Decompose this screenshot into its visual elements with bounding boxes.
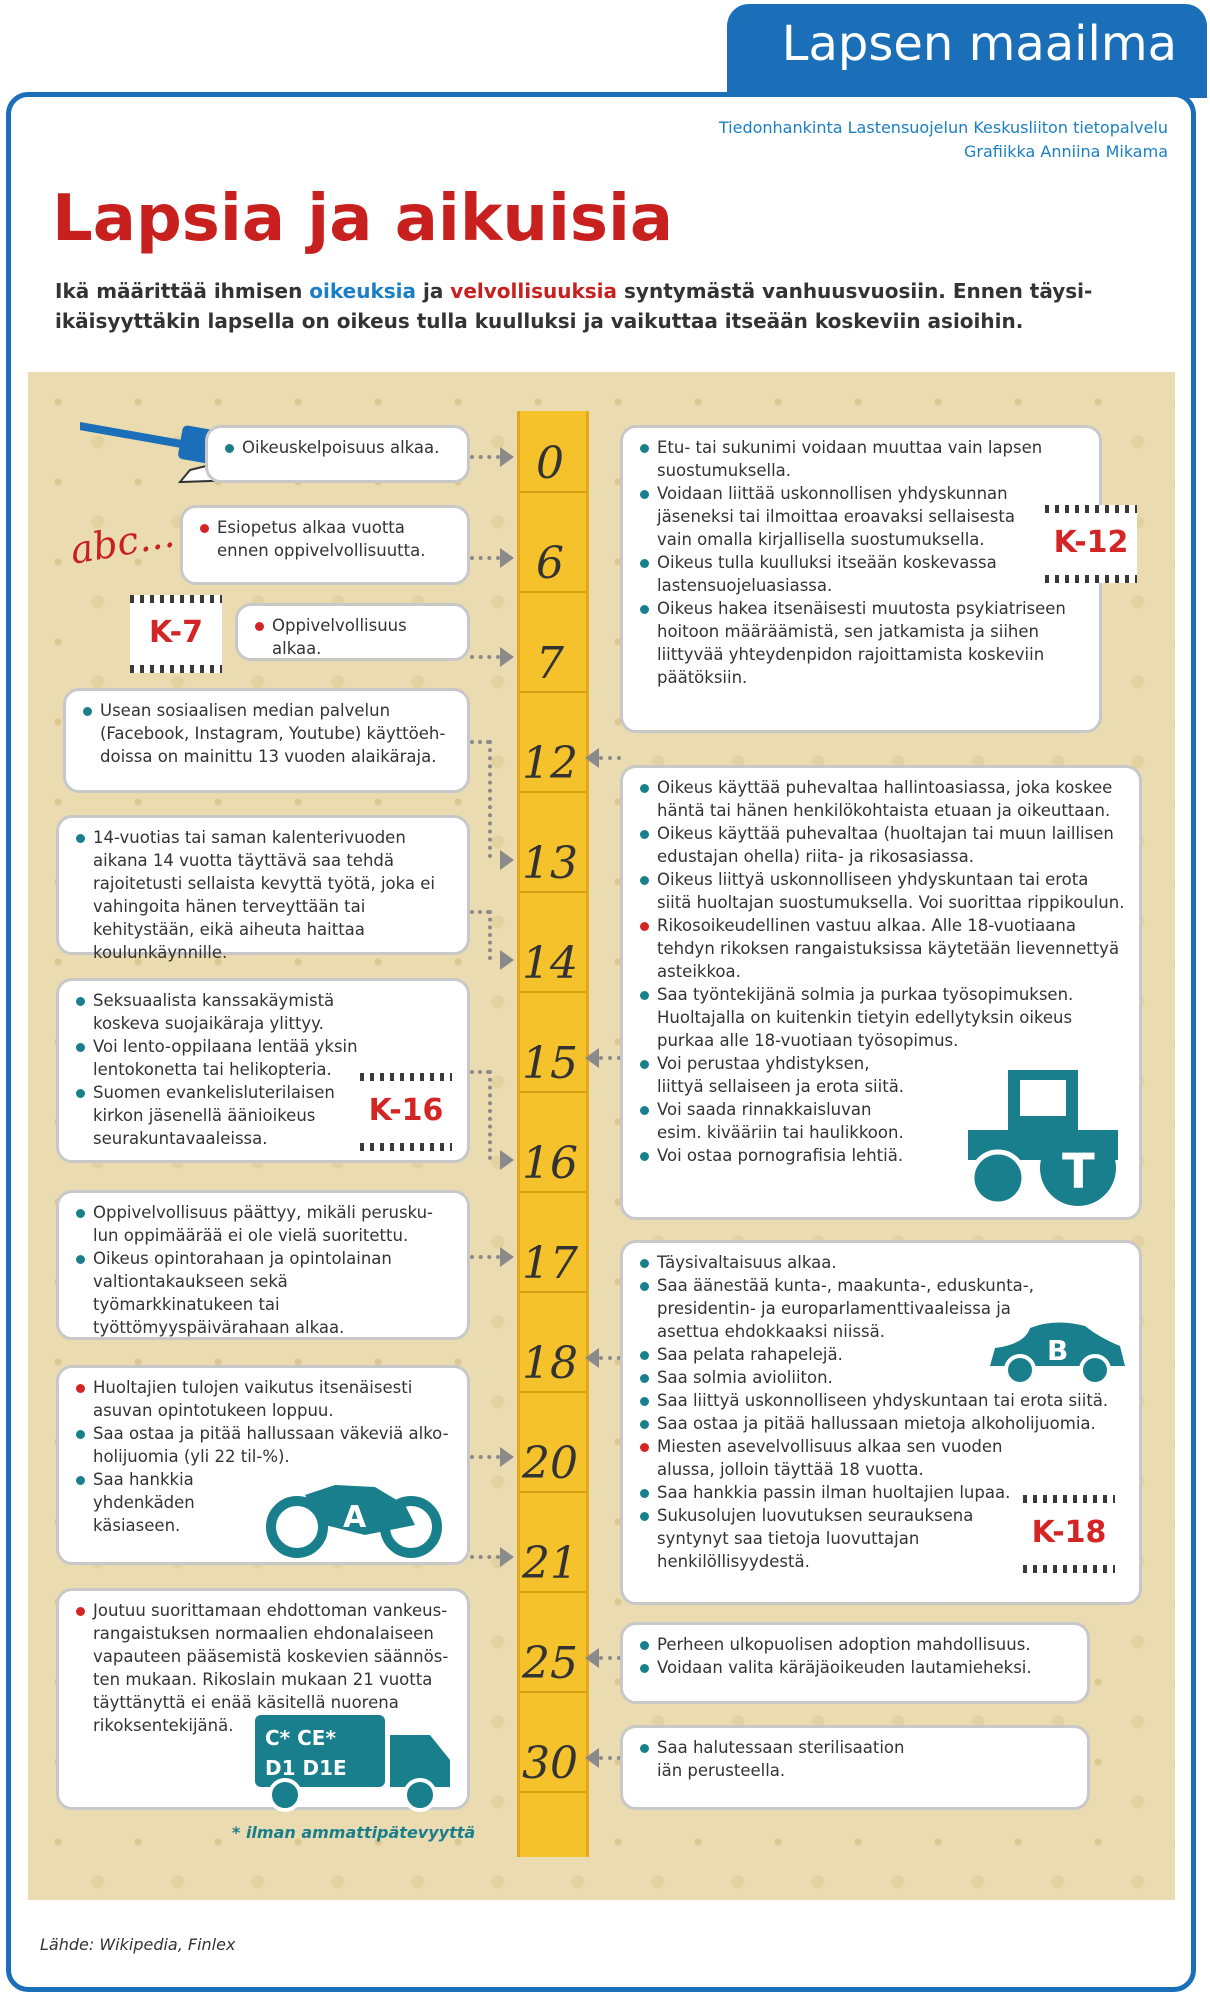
fact-item: Saa ostaa ja pitää hallussaan mietoja alkoholijuomia. (637, 1412, 1125, 1435)
fact-item: Saa hankkia passin ilman huoltajien lupaa. (637, 1481, 1125, 1504)
rating-k16-icon (360, 1073, 452, 1151)
connector (470, 740, 490, 744)
age-label: 7 (536, 638, 564, 689)
fact-item: Seksuaalista kanssakäymistä koskeva suojaikäraja ylittyy. (73, 989, 373, 1035)
age-label: 15 (522, 1038, 578, 1089)
arrow-icon (500, 447, 514, 467)
car-license-label: B (1047, 1334, 1069, 1367)
arrow-icon (585, 1048, 599, 1068)
arrow-icon (500, 950, 514, 970)
connector (488, 910, 492, 960)
intro-highlight-rights: oikeuksia (309, 279, 417, 303)
ruler-tick (520, 1191, 586, 1193)
rating-k12-icon (1045, 505, 1137, 583)
motorbike-license-label: A (343, 1500, 367, 1535)
credit-graphics: Grafiikka Anniina Mikama (963, 142, 1168, 161)
fact-item: Saa työntekijänä solmia ja purkaa työsopimuksen. Huoltajalla on kuitenkin tietyin edellytyksin oikeus purkaa alle 18-vuotiaan työsopimus. (637, 983, 1125, 1052)
connector (599, 1056, 621, 1060)
fact-item: Voidaan valita käräjäoikeuden lautamieheksi. (637, 1656, 1073, 1679)
connector (470, 1455, 500, 1459)
fact-item: Voi saada rinnakkaisluvan esim. kivääriin tai haulikkoon. (637, 1098, 917, 1144)
tab-title: Lapsen maailma (781, 16, 1177, 72)
fact-item: Oikeus käyttää puhevaltaa (huoltajan tai muun laillisen edustajan ohella) riita- ja rikosasiassa. (637, 822, 1125, 868)
card-age-30 (620, 1725, 1090, 1810)
fact-item: Usean sosiaalisen median palvelun (Facebook, Instagram, Youtube) käyttöeh-doissa on mainittu 13 vuoden alaikäraja. (80, 699, 453, 768)
connector (470, 556, 500, 560)
ruler-tick (520, 1091, 586, 1093)
arrow-icon (500, 548, 514, 568)
fact-item: Oppivelvollisuus alkaa. (252, 614, 453, 660)
ruler-tick (520, 1491, 586, 1493)
connector (488, 1070, 492, 1160)
rating-k7-icon (130, 595, 222, 673)
ruler-tick (520, 1591, 586, 1593)
fact-item: Oikeus opintorahaan ja opintolainan valtiontakaukseen sekä työmarkkinatukeen tai työttömyyspäivärahaan alkaa. (73, 1247, 453, 1339)
age-label: 14 (522, 938, 578, 989)
ruler-tick (520, 1791, 586, 1793)
rating-k18-icon (1023, 1495, 1115, 1573)
fact-item: Saa halutessaan sterilisaation iän perusteella. (637, 1736, 917, 1782)
fact-item: Oikeus liittyä uskonnolliseen yhdyskuntaan tai erota siitä huoltajan suostumuksella. Voi suorittaa rippikoulun. (637, 868, 1125, 914)
car-icon (985, 1318, 1130, 1388)
rating-k7-label: K-7 (149, 615, 203, 650)
abc-doodle: abc... (66, 511, 178, 573)
intro-part: syntymästä vanhuusvuosiin. Ennen täysi-ikäisyyttäkin lapsella on oikeus tulla kuulluksi ja vaikuttaa itseään koskeviin asioihin. (55, 279, 1093, 333)
rating-k16-label: K-16 (368, 1093, 444, 1128)
connector (599, 1656, 621, 1660)
fact-item: Voi ostaa pornografisia lehtiä. (637, 1144, 917, 1167)
card-age-14 (56, 815, 470, 962)
ruler-tick (520, 691, 586, 693)
connector (488, 740, 492, 858)
fact-item: Saa pelata rahapelejä. (637, 1343, 1125, 1366)
connector (599, 1756, 621, 1760)
arrow-icon (585, 748, 599, 768)
truck-license-line2: D1 D1E (265, 1756, 347, 1780)
arrow-icon (500, 850, 514, 870)
card-age-6 (180, 505, 470, 585)
tractor-icon (958, 1060, 1128, 1210)
ruler-tick (520, 591, 586, 593)
fact-item: Huoltajien tulojen vaikutus itsenäisesti asuvan opintotukeen loppuu. (73, 1376, 453, 1422)
fact-item: 14-vuotias tai saman kalenterivuoden aikana 14 vuotta täyttävä saa tehdä rajoitetusti sellaista kevyttä työtä, joka ei vahingoita hänen terveyttään tai kehitystään, eikä aiheuta haittaa koulunkäynnille. (73, 826, 453, 964)
connector (470, 455, 500, 459)
arrow-icon (500, 1150, 514, 1170)
connector (470, 1255, 500, 1259)
age-label: 13 (522, 838, 578, 889)
fact-item: Rikosoikeudellinen vastuu alkaa. Alle 18-vuotiaana tehdyn rikoksen rangaistuksissa käytetään lievennettyä asteikkoa. (637, 914, 1125, 983)
card-age-7 (235, 603, 470, 661)
fact-item: Etu- tai sukunimi voidaan muuttaa vain lapsen suostumuksella. (637, 436, 1057, 482)
fact-item: Miesten asevelvollisuus alkaa sen vuoden alussa, jolloin täyttää 18 vuotta. (637, 1435, 1037, 1481)
fact-item: Voi lento-oppilaana lentää yksin lentokonetta tai helikopteria. (73, 1035, 373, 1081)
credits (719, 116, 1168, 164)
ruler-tick (520, 1691, 586, 1693)
source-note: Lähde: Wikipedia, Finlex (40, 1935, 236, 1954)
age-label: 16 (522, 1138, 578, 1189)
page-title: Lapsia ja aikuisia (52, 182, 674, 256)
connector (470, 1555, 500, 1559)
fact-item: Saa liittyä uskonnolliseen yhdyskuntaan tai erota siitä. (637, 1389, 1125, 1412)
arrow-icon (500, 1247, 514, 1267)
connector (470, 1070, 490, 1074)
card-age-12-right (620, 425, 1102, 733)
fact-item: Saa hankkia yhdenkäden käsiaseen. (73, 1468, 213, 1537)
age-label: 12 (522, 738, 578, 789)
age-label: 25 (522, 1638, 578, 1689)
fact-item: Esiopetus alkaa vuotta ennen oppivelvollisuutta. (197, 516, 453, 562)
ruler-tick (520, 491, 586, 493)
fact-item: Perheen ulkopuolisen adoption mahdollisuus. (637, 1633, 1073, 1656)
intro-part: ja (416, 279, 451, 303)
arrow-icon (500, 1447, 514, 1467)
arrow-icon (500, 1547, 514, 1567)
age-label: 0 (536, 438, 564, 489)
fact-item: Voidaan liittää uskonnollisen yhdyskunnan jäseneksi tai ilmoittaa eroavaksi sellaisesta vain omalla kirjallisella suostumuksella. (637, 482, 1027, 551)
motorbike-icon (265, 1465, 445, 1560)
fact-item: Saa solmia avioliiton. (637, 1366, 1125, 1389)
ruler-tick (520, 1391, 586, 1393)
rating-k12-label: K-12 (1053, 525, 1129, 560)
ruler-tick (520, 891, 586, 893)
ruler-tick (520, 991, 586, 993)
fact-item: Joutuu suorittamaan ehdottoman vankeus-rangaistuksen normaalien ehdonalaiseen vapauteen pääsemistä koskevien säännös-ten mukaan. Rikoslain mukaan 21 vuotta täyttänyttä ei enää käsitellä nuorena rikoksentekijänä. (73, 1599, 463, 1737)
card-age-0 (205, 425, 470, 483)
age-label: 30 (522, 1738, 578, 1789)
connector (470, 655, 500, 659)
age-label: 17 (522, 1238, 578, 1289)
arrow-icon (500, 647, 514, 667)
age-label: 18 (522, 1338, 578, 1389)
tractor-license-label: T (1062, 1144, 1095, 1200)
truck-icon (255, 1715, 455, 1815)
age-label: 20 (522, 1438, 578, 1489)
connector (470, 910, 490, 914)
fact-item: Oikeus hakea itsenäisesti muutosta psykiatriseen hoitoon määräämistä, sen jatkamista ja siihen liittyvää yhteydenpidon rajoittamista koskeviin päätöksiin. (637, 597, 1085, 689)
ruler-tick (520, 1291, 586, 1293)
intro-text (55, 276, 1135, 336)
card-age-17 (56, 1190, 470, 1340)
connector (599, 756, 621, 760)
fact-item: Oikeus tulla kuulluksi itseään koskevassa lastensuojeluasiassa. (637, 551, 1027, 597)
connector (599, 1356, 621, 1360)
arrow-icon (585, 1648, 599, 1668)
card-age-25 (620, 1622, 1090, 1704)
intro-part: Ikä määrittää ihmisen (55, 279, 310, 303)
fact-item: Saa äänestää kunta-, maakunta-, eduskunta-, presidentin- ja europarlamenttivaaleissa ja asettua ehdokkaaksi niissä. (637, 1274, 1057, 1343)
card-age-12 (63, 688, 470, 793)
arrow-icon (585, 1748, 599, 1768)
intro-highlight-duties: velvollisuuksia (450, 279, 618, 303)
fact-item: Saa ostaa ja pitää hallussaan väkeviä alko-holijuomia (yli 22 til-%). (73, 1422, 453, 1468)
truck-license-line1: C* CE* (265, 1726, 336, 1750)
fact-item: Oikeus käyttää puhevaltaa hallintoasiassa, joka koskee häntä tai hänen henkilökohtaista etuaan ja oikeuttaan. (637, 776, 1125, 822)
arrow-icon (585, 1348, 599, 1368)
fact-item: Oikeuskelpoisuus alkaa. (222, 436, 453, 459)
rating-k18-label: K-18 (1031, 1515, 1107, 1550)
footnote: * ilman ammattipätevyyttä (232, 1823, 476, 1842)
fact-item: Voi perustaa yhdistyksen, liittyä sellaiseen ja erota siitä. (637, 1052, 907, 1098)
age-label: 6 (536, 538, 564, 589)
credit-research: Tiedonhankinta Lastensuojelun Keskusliiton tietopalvelu (718, 118, 1168, 137)
fact-item: Suomen evankelisluterilaisen kirkon jäsenellä äänioikeus seurakuntavaaleissa. (73, 1081, 363, 1150)
fact-item: Täysivaltaisuus alkaa. (637, 1251, 1125, 1274)
ruler-tick (520, 791, 586, 793)
fact-item: Sukusolujen luovutuksen seurauksena syntynyt saa tietoja luovuttajan henkilöllisyydestä. (637, 1504, 987, 1573)
fact-item: Oppivelvollisuus päättyy, mikäli perusku-lun oppimäärää ei ole vielä suoritettu. (73, 1201, 453, 1247)
age-label: 21 (522, 1538, 578, 1589)
